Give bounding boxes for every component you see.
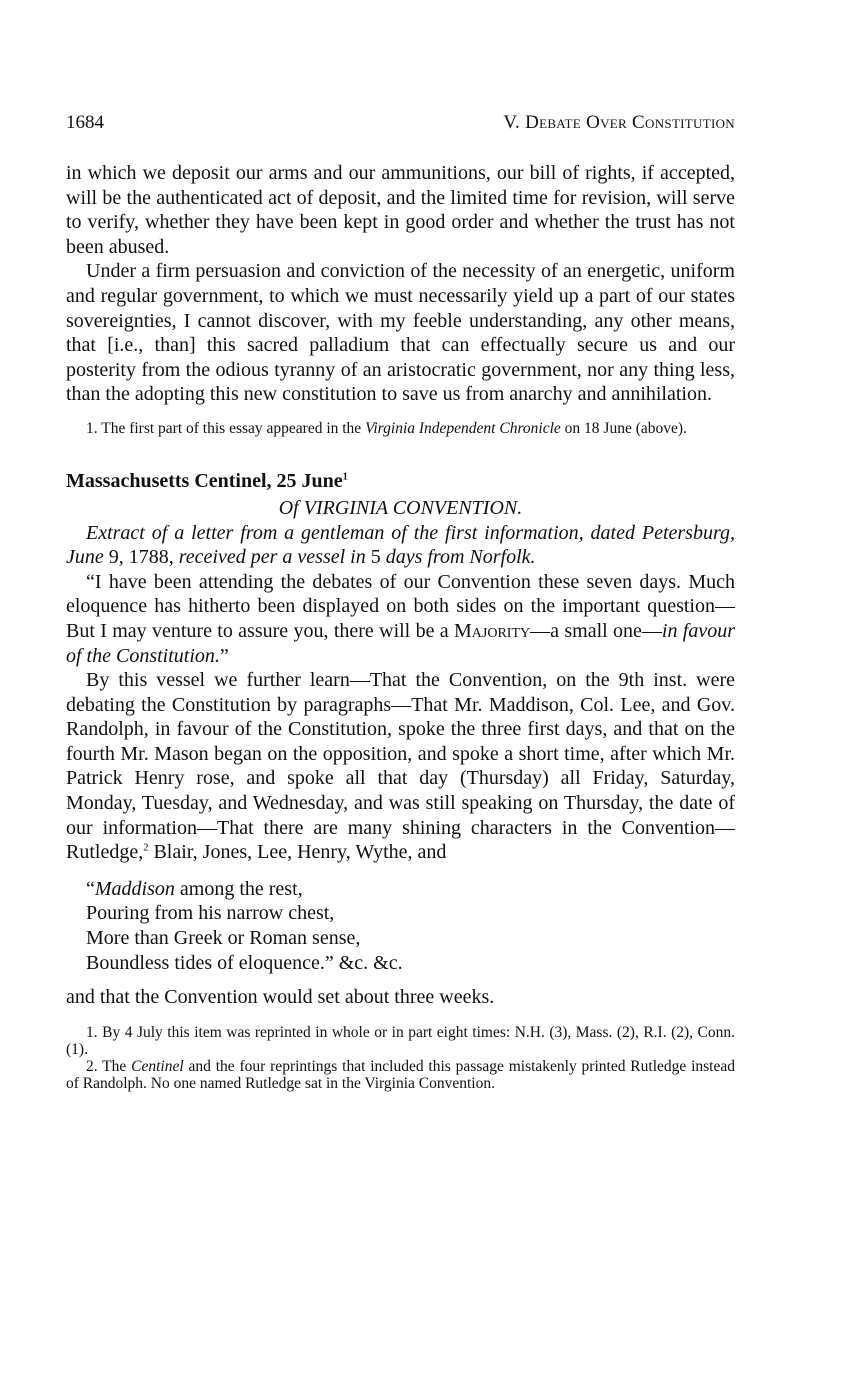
intro-paragraph-1: in which we deposit our arms and our ammunitions, our bill of rights, if accepted, will be the authenticated act of deposit, and the limited time for revision, will serve to verify, whether they have been kept in good order and whether the trust has not been abused. <box>66 162 735 258</box>
footnotes <box>66 1024 735 1092</box>
quote-paragraph <box>66 570 735 668</box>
news-paragraph <box>66 668 735 865</box>
extract-c: received per a vessel in <box>178 546 366 569</box>
verse <box>86 877 735 975</box>
news-note: 2 <box>143 842 149 854</box>
page <box>66 112 735 1092</box>
extract-d: 5 <box>370 546 381 569</box>
extract-paragraph <box>66 521 735 570</box>
quote-a: “I have been attending the debates of our Convention these seven days. Much eloquence has hitherto been displayed on both sides on the important question—But I may venture to assure you, there will be a <box>66 570 735 642</box>
quote-b: —a small one— <box>530 619 662 642</box>
running-title: V. Debate Over Constitution <box>503 112 735 133</box>
footnote-1-prefix: 1. The first part of this essay appeared in the <box>86 419 362 437</box>
page-number: 1684 <box>66 112 104 133</box>
running-head <box>66 112 735 134</box>
quote-c: ” <box>219 644 229 667</box>
verse-line-3: More than Greek or Roman sense, <box>86 927 361 950</box>
closing-line: and that the Convention would set about three weeks. <box>66 986 495 1009</box>
verse-line-4: Boundless tides of eloquence.” &c. &c. <box>86 951 403 974</box>
section-heading-note: 1 <box>342 471 348 483</box>
verse-line-1 <box>86 877 735 902</box>
footnote-section-2 <box>66 1058 735 1092</box>
verse-line-1-open: “ <box>86 877 95 900</box>
extract-b: 9, 1788, <box>108 546 174 569</box>
verse-line-1-rest: among the rest, <box>179 877 303 900</box>
footnote-section-1: 1. By 4 July this item was reprinted in whole or in part eight times: N.H. (3), Mass. (2), R.I. (2), Conn. (1). <box>66 1023 735 1058</box>
footnote-1-suffix: on 18 June (above). <box>564 419 687 437</box>
quote-italic: in favour of the Constitution. <box>66 619 735 667</box>
section-heading <box>66 470 735 493</box>
verse-line-2: Pouring from his narrow chest, <box>86 902 335 925</box>
footnote-1 <box>66 420 735 437</box>
verse-line-1-italic: Maddison <box>94 877 175 900</box>
intro-paragraph-2: Under a firm persuasion and conviction of the necessity of an energetic, uniform and regular government, to which we must necessarily yield up a part of our states sovereignties, I cannot discover, with my feeble understanding, any other means, that [i.e., than] this sacred palladium that can effectually secure us and our posterity from the odious tyranny of an aristocratic government, nor any thing less, than the adopting this new constitution to save us from anarchy and annihilation. <box>66 260 735 406</box>
footnote-2-italic: Centinel <box>131 1057 184 1075</box>
section-heading-text: Massachusetts Centinel, 25 June <box>66 469 343 492</box>
footnote-1-italic: Virginia Independent Chronicle <box>365 419 561 437</box>
extract-e: days from Norfolk. <box>385 546 536 569</box>
footnote-2-suffix: and the four reprintings that included this passage mistakenly printed Rutledge instead of Randolph. No one named Rutledge sat in the Virginia Convention. <box>66 1057 735 1092</box>
subheading: Of VIRGINIA CONVENTION. <box>278 496 523 519</box>
news-b: Blair, Jones, Lee, Henry, Wythe, and <box>153 841 447 864</box>
quote-majority: Majority <box>454 619 531 642</box>
footnote-2-prefix: 2. The <box>86 1057 127 1075</box>
news-a: By this vessel we further learn—That the Convention, on the 9th inst. were debating the Constitution by paragraphs—That Mr. Maddison, Col. Lee, and Gov. Randolph, in favour of the Constitution, spoke the three first days, and that on the fourth Mr. Mason began on the opposition, and spoke a short time, after which Mr. Patrick Henry rose, and spoke all that day (Thursday) all Friday, Saturday, Monday, Tuesday, and Wednesday, and was still speaking on Thursday, the date of our information—That there are many shining characters in the Convention—Rutledge, <box>66 669 735 864</box>
extract-a: Extract of a letter from a gentleman of the first information, dated Petersburg, June <box>66 521 735 569</box>
